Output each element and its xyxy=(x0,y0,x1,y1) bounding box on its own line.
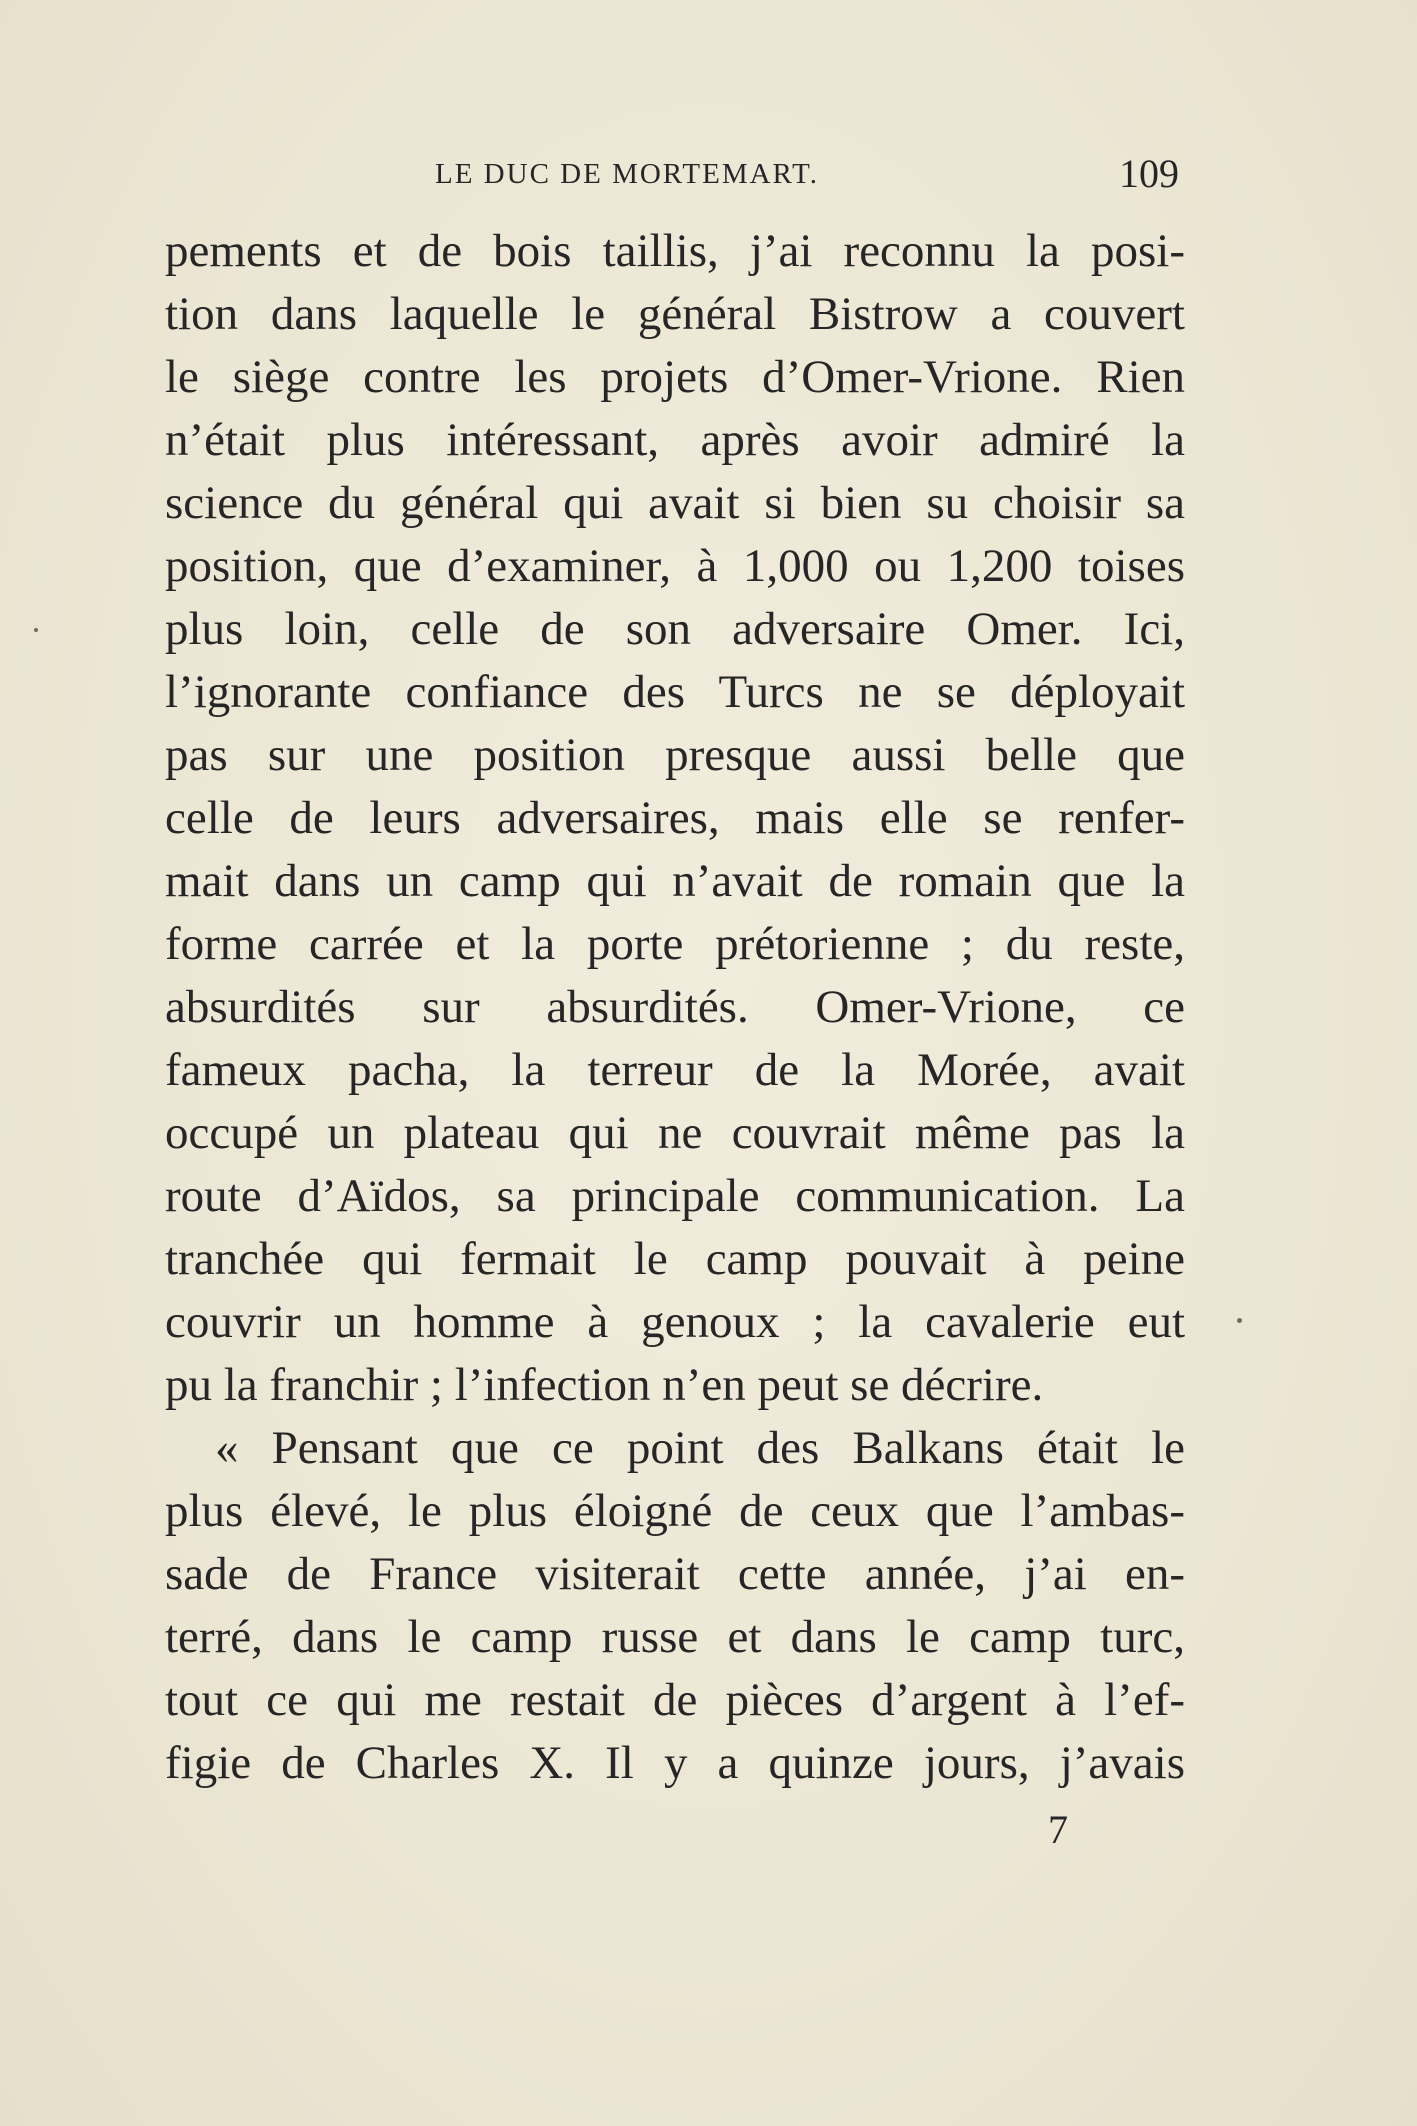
paper-speck xyxy=(1237,1318,1242,1323)
text-line: n’était plus intéressant, après avoir admiré la xyxy=(165,414,1185,466)
text-line: le siège contre les projets d’Omer-Vrione. Rien xyxy=(165,351,1185,403)
text-line: pas sur une position presque aussi belle que xyxy=(165,729,1185,781)
text-line: tion dans laquelle le général Bistrow a couvert xyxy=(165,288,1185,340)
text-line: terré, dans le camp russe et dans le camp turc, xyxy=(165,1611,1185,1663)
text-line: figie de Charles X. Il y a quinze jours, j’avais xyxy=(165,1737,1185,1789)
text-line: plus élevé, le plus éloigné de ceux que l’ambas- xyxy=(165,1485,1185,1537)
signature-mark: 7 xyxy=(1048,1807,1068,1852)
body-text xyxy=(165,220,1185,1795)
text-line: couvrir un homme à genoux ; la cavalerie eut xyxy=(165,1296,1185,1348)
text-line: fameux pacha, la terreur de la Morée, avait xyxy=(165,1044,1185,1096)
text-line: occupé un plateau qui ne couvrait même pas la xyxy=(165,1107,1185,1159)
text-line: tout ce qui me restait de pièces d’argent à l’ef- xyxy=(165,1674,1185,1726)
text-line: plus loin, celle de son adversaire Omer. Ici, xyxy=(165,603,1185,655)
text-line: absurdités sur absurdités. Omer-Vrione, ce xyxy=(165,981,1185,1033)
text-line: mait dans un camp qui n’avait de romain que la xyxy=(165,855,1185,907)
running-title: LE DUC DE MORTEMART. xyxy=(435,158,819,190)
text-line: tranchée qui fermait le camp pouvait à peine xyxy=(165,1233,1185,1285)
running-head xyxy=(165,150,1185,200)
text-line: forme carrée et la porte prétorienne ; du reste, xyxy=(165,918,1185,970)
text-line: science du général qui avait si bien su choisir sa xyxy=(165,477,1185,529)
text-line: route d’Aïdos, sa principale communication. La xyxy=(165,1170,1185,1222)
text-line: celle de leurs adversaires, mais elle se renfer- xyxy=(165,792,1185,844)
text-line: pements et de bois taillis, j’ai reconnu la posi- xyxy=(165,225,1185,277)
paragraph-end-line: pu la franchir ; l’infection n’en peut se décrire. xyxy=(165,1359,1044,1411)
paragraph-start-line: « Pensant que ce point des Balkans était le xyxy=(215,1422,1185,1474)
text-line: position, que d’examiner, à 1,000 ou 1,200 toises xyxy=(165,540,1185,592)
paper-speck xyxy=(34,628,38,632)
page-number: 109 xyxy=(1119,151,1179,196)
text-line: sade de France visiterait cette année, j’ai en- xyxy=(165,1548,1185,1600)
text-line: l’ignorante confiance des Turcs ne se déployait xyxy=(165,666,1185,718)
